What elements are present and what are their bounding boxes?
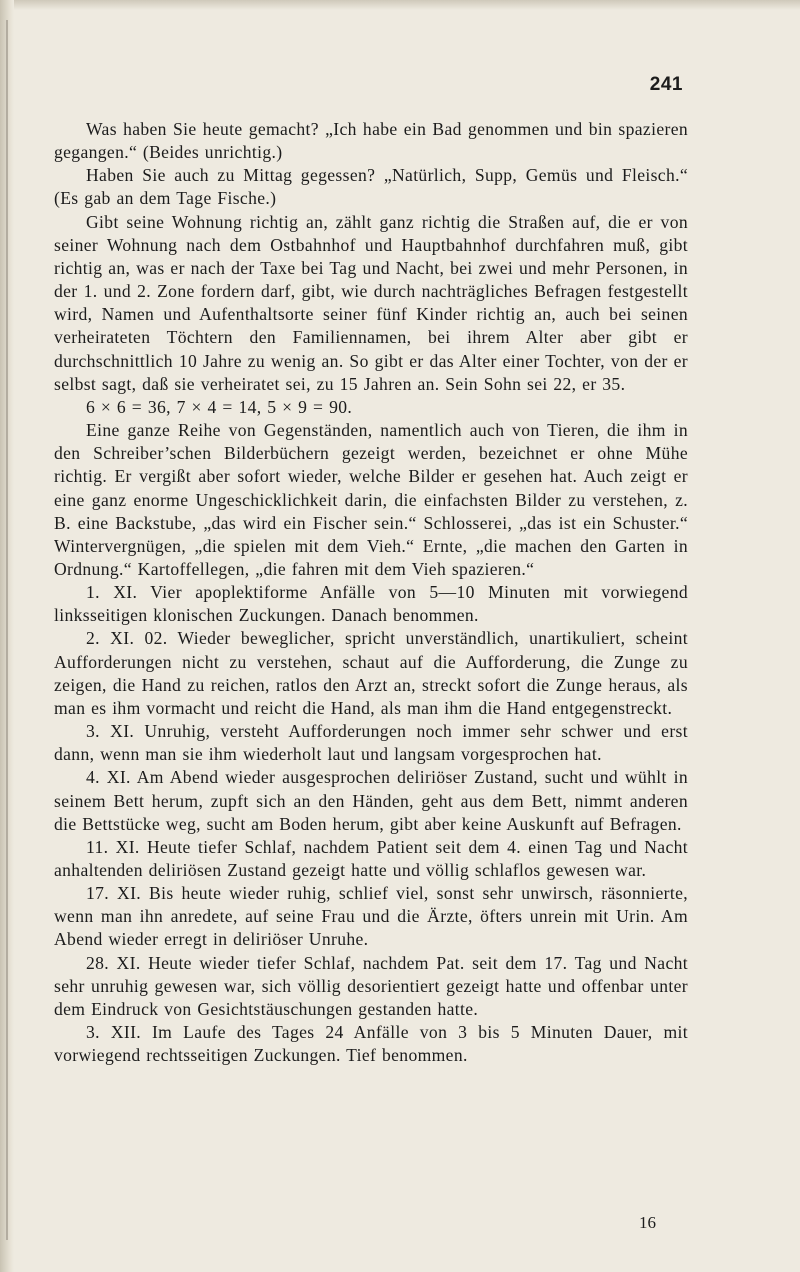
paragraph: 1. XI. Vier apoplektiforme Anfälle von 5—10 Minuten mit vorwiegend linksseitigen klonischen Zuckungen. Danach benommen. [54,582,688,626]
page-number: 241 [649,74,683,95]
paragraph: Haben Sie auch zu Mittag gegessen? „Natürlich, Supp, Gemüs und Fleisch.“ (Es gab an dem Tage Fische.) [54,165,688,209]
paragraph: Gibt seine Wohnung richtig an, zählt ganz richtig die Straßen auf, die er von seiner Wohnung nach dem Ostbahnhof und Hauptbahnhof durchfahren muß, gibt richtig an, was er nach der Taxe bei Tag und Nacht, bei zwei und mehr Personen, in der 1. und 2. Zone fordern darf, gibt, wie durch nachträgliches Befragen festgestellt wird, Namen und Aufenthaltsorte seiner fünf Kinder richtig an, auch bei seinen verheirateten Töchtern den Familiennamen, bei ihrem Alter aber gibt er durchschnittlich 10 Jahre zu wenig an. So gibt er das Alter einer Tochter, von der er selbst sagt, daß sie verheiratet sei, zu 15 Jahren an. Sein Sohn sei 22, er 35. [54,211,688,394]
paragraph: 6 × 6 = 36, 7 × 4 = 14, 5 × 9 = 90. [86,396,353,417]
paragraph: 3. XII. Im Laufe des Tages 24 Anfälle von 3 bis 5 Minuten Dauer, mit vorwiegend rechtsseitigen Zuckungen. Tief benommen. [54,1022,688,1066]
paragraph: 4. XI. Am Abend wieder ausgesprochen deliriöser Zustand, sucht und wühlt in seinem Bett herum, zupft sich an den Händen, geht aus dem Bett, nimmt anderen die Bettstücke weg, sucht am Boden herum, gibt aber keine Auskunft auf Befragen. [54,767,688,834]
paragraph: 2. XI. 02. Wieder beweglicher, spricht unverständlich, unartikuliert, scheint Aufforderungen nicht zu verstehen, schaut auf die Aufforderung, die Zunge zu zeigen, die Hand zu reichen, ratlos den Arzt an, streckt sofort die Zunge heraus, als man es ihm vormacht und reicht die Hand, als man ihm die Hand entgegenstreckt. [54,628,688,718]
paragraph: 17. XI. Bis heute wieder ruhig, schlief viel, sonst sehr unwirsch, räsonnierte, wenn man ihn anredete, auf seine Frau und die Ärzte, öfters unrein mit Urin. Am Abend wieder erregt in deliriöser Unruhe. [54,883,688,950]
page-top-shadow [0,0,800,10]
paragraph: 11. XI. Heute tiefer Schlaf, nachdem Patient seit dem 4. einen Tag und Nacht anhaltenden deliriösen Zustand gezeigt hatte und völlig schlaflos gewesen war. [54,836,688,880]
body-text [54,118,688,1067]
paragraph: Was haben Sie heute gemacht? „Ich habe ein Bad genommen und bin spazieren gegangen.“ (Beides unrichtig.) [54,119,688,163]
paragraph: Eine ganze Reihe von Gegenständen, namentlich auch von Tieren, die ihm in den Schreiber’schen Bilderbüchern gezeigt werden, bezeichnet er ohne Mühe richtig. Er vergißt aber sofort wieder, welche Bilder er gesehen hat. Auch zeigt er eine ganz enorme Ungeschicklichkeit darin, die einfachsten Bilder zu verstehen, z. B. eine Backstube, „das wird ein Fischer sein.“ Schlosserei, „das ist ein Schuster.“ Wintervergnügen, „die spielen mit dem Vieh.“ Ernte, „die machen den Garten in Ordnung.“ Kartoffellegen, „die fahren mit dem Vieh spazieren.“ [54,420,688,579]
page-binding-line [6,20,8,1240]
paragraph: 28. XI. Heute wieder tiefer Schlaf, nachdem Pat. seit dem 17. Tag und Nacht sehr unruhig gewesen war, sich völlig desorientiert gezeigt hatte und offenbar unter dem Eindruck von Gesichtstäuschungen gestanden hatte. [54,952,688,1019]
printer-signature-mark: 16 [639,1213,656,1232]
paragraph: 3. XI. Unruhig, versteht Aufforderungen noch immer sehr schwer und erst dann, wenn man sie ihm wiederholt laut und langsam vorgesprochen hat. [54,721,688,765]
